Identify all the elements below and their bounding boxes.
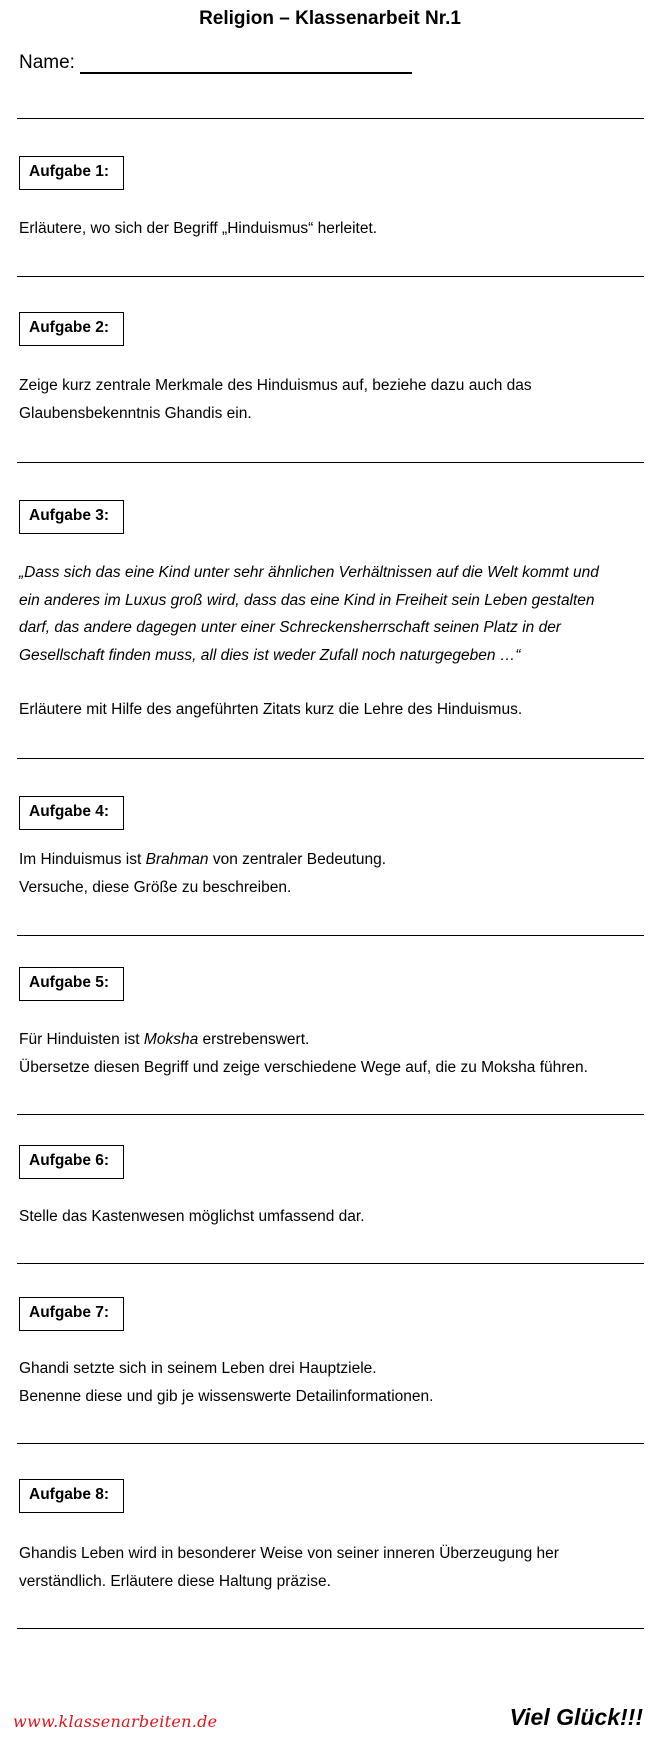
task-5-line: Für Hinduisten ist Moksha erstrebenswert. xyxy=(19,1031,310,1048)
task-4-text xyxy=(19,846,644,901)
good-luck-text: Viel Glück!!! xyxy=(509,1704,643,1730)
task-1-label: Aufgabe 1: xyxy=(29,163,110,180)
task-3-line: Erläutere mit Hilfe des angeführten Zitats kurz die Lehre des Hinduismus. xyxy=(19,701,523,718)
task-2-text xyxy=(19,372,644,427)
quote-line: Gesellschaft finden muss, all dies ist weder Zufall noch naturgegeben …“ xyxy=(19,646,521,664)
task-6-label: Aufgabe 6: xyxy=(29,1152,110,1169)
quote-line: „Dass sich das eine Kind unter sehr ähnlichen Verhältnissen auf die Welt kommt und xyxy=(19,564,599,581)
task-2-line: Zeige kurz zentrale Merkmale des Hinduismus auf, beziehe dazu auch das xyxy=(19,377,532,394)
divider xyxy=(17,1114,644,1115)
task-3-text xyxy=(19,696,644,724)
task-3-label: Aufgabe 3: xyxy=(29,507,110,524)
task-4-label: Aufgabe 4: xyxy=(29,803,110,820)
task-4-line: Versuche, diese Größe zu beschreiben. xyxy=(19,878,292,896)
name-label: Name: xyxy=(19,52,75,73)
website-link[interactable]: www.klassenarbeiten.de xyxy=(13,1712,218,1731)
quote-line: darf, das andere dagegen unter einer Schreckensherrschaft seinen Platz in der xyxy=(19,619,561,636)
divider xyxy=(17,1628,644,1629)
task-5-line: Übersetze diesen Begriff und zeige verschiedene Wege auf, die zu Moksha führen. xyxy=(19,1058,588,1076)
divider xyxy=(17,118,644,119)
task-5-label: Aufgabe 5: xyxy=(29,974,110,991)
task-4-box xyxy=(19,796,124,830)
task-1-line: Erläutere, wo sich der Begriff „Hinduismus“ herleitet. xyxy=(19,220,378,237)
divider xyxy=(17,935,644,936)
task-2-label: Aufgabe 2: xyxy=(29,319,110,336)
divider xyxy=(17,462,644,463)
divider xyxy=(17,1443,644,1444)
divider xyxy=(17,276,644,277)
quote-line: ein anderes im Luxus groß wird, dass das eine Kind in Freiheit sein Leben gestalten xyxy=(19,591,595,609)
divider xyxy=(17,1263,644,1264)
divider xyxy=(17,758,644,759)
task-3-quote xyxy=(19,559,644,669)
task-1-box xyxy=(19,156,124,190)
task-7-text xyxy=(19,1355,644,1410)
term-brahman: Brahman xyxy=(145,851,209,868)
task-6-box xyxy=(19,1145,124,1179)
task-7-line: Benenne diese und gib je wissenswerte Detailinformationen. xyxy=(19,1387,434,1405)
name-line xyxy=(80,72,412,74)
task-7-box xyxy=(19,1297,124,1331)
task-7-line: Ghandi setzte sich in seinem Leben drei Hauptziele. xyxy=(19,1360,377,1377)
task-1-text xyxy=(19,215,644,243)
task-3-box xyxy=(19,500,124,534)
task-4-line: Im Hinduismus ist Brahman von zentraler Bedeutung. xyxy=(19,851,387,868)
page-title: Religion – Klassenarbeit Nr.1 xyxy=(199,8,461,29)
task-2-line: Glaubensbekenntnis Ghandis ein. xyxy=(19,404,252,422)
task-6-text xyxy=(19,1203,644,1231)
task-2-box xyxy=(19,312,124,346)
task-5-box xyxy=(19,967,124,1001)
term-moksha: Moksha xyxy=(143,1031,199,1048)
task-8-label: Aufgabe 8: xyxy=(29,1486,110,1503)
task-8-line: Ghandis Leben wird in besonderer Weise von seiner inneren Überzeugung her xyxy=(19,1545,559,1562)
task-6-line: Stelle das Kastenwesen möglichst umfassend dar. xyxy=(19,1208,365,1225)
task-8-line: verständlich. Erläutere diese Haltung präzise. xyxy=(19,1572,331,1590)
task-8-box xyxy=(19,1479,124,1513)
task-5-text xyxy=(19,1026,644,1081)
task-7-label: Aufgabe 7: xyxy=(29,1304,110,1321)
task-8-text xyxy=(19,1540,644,1595)
